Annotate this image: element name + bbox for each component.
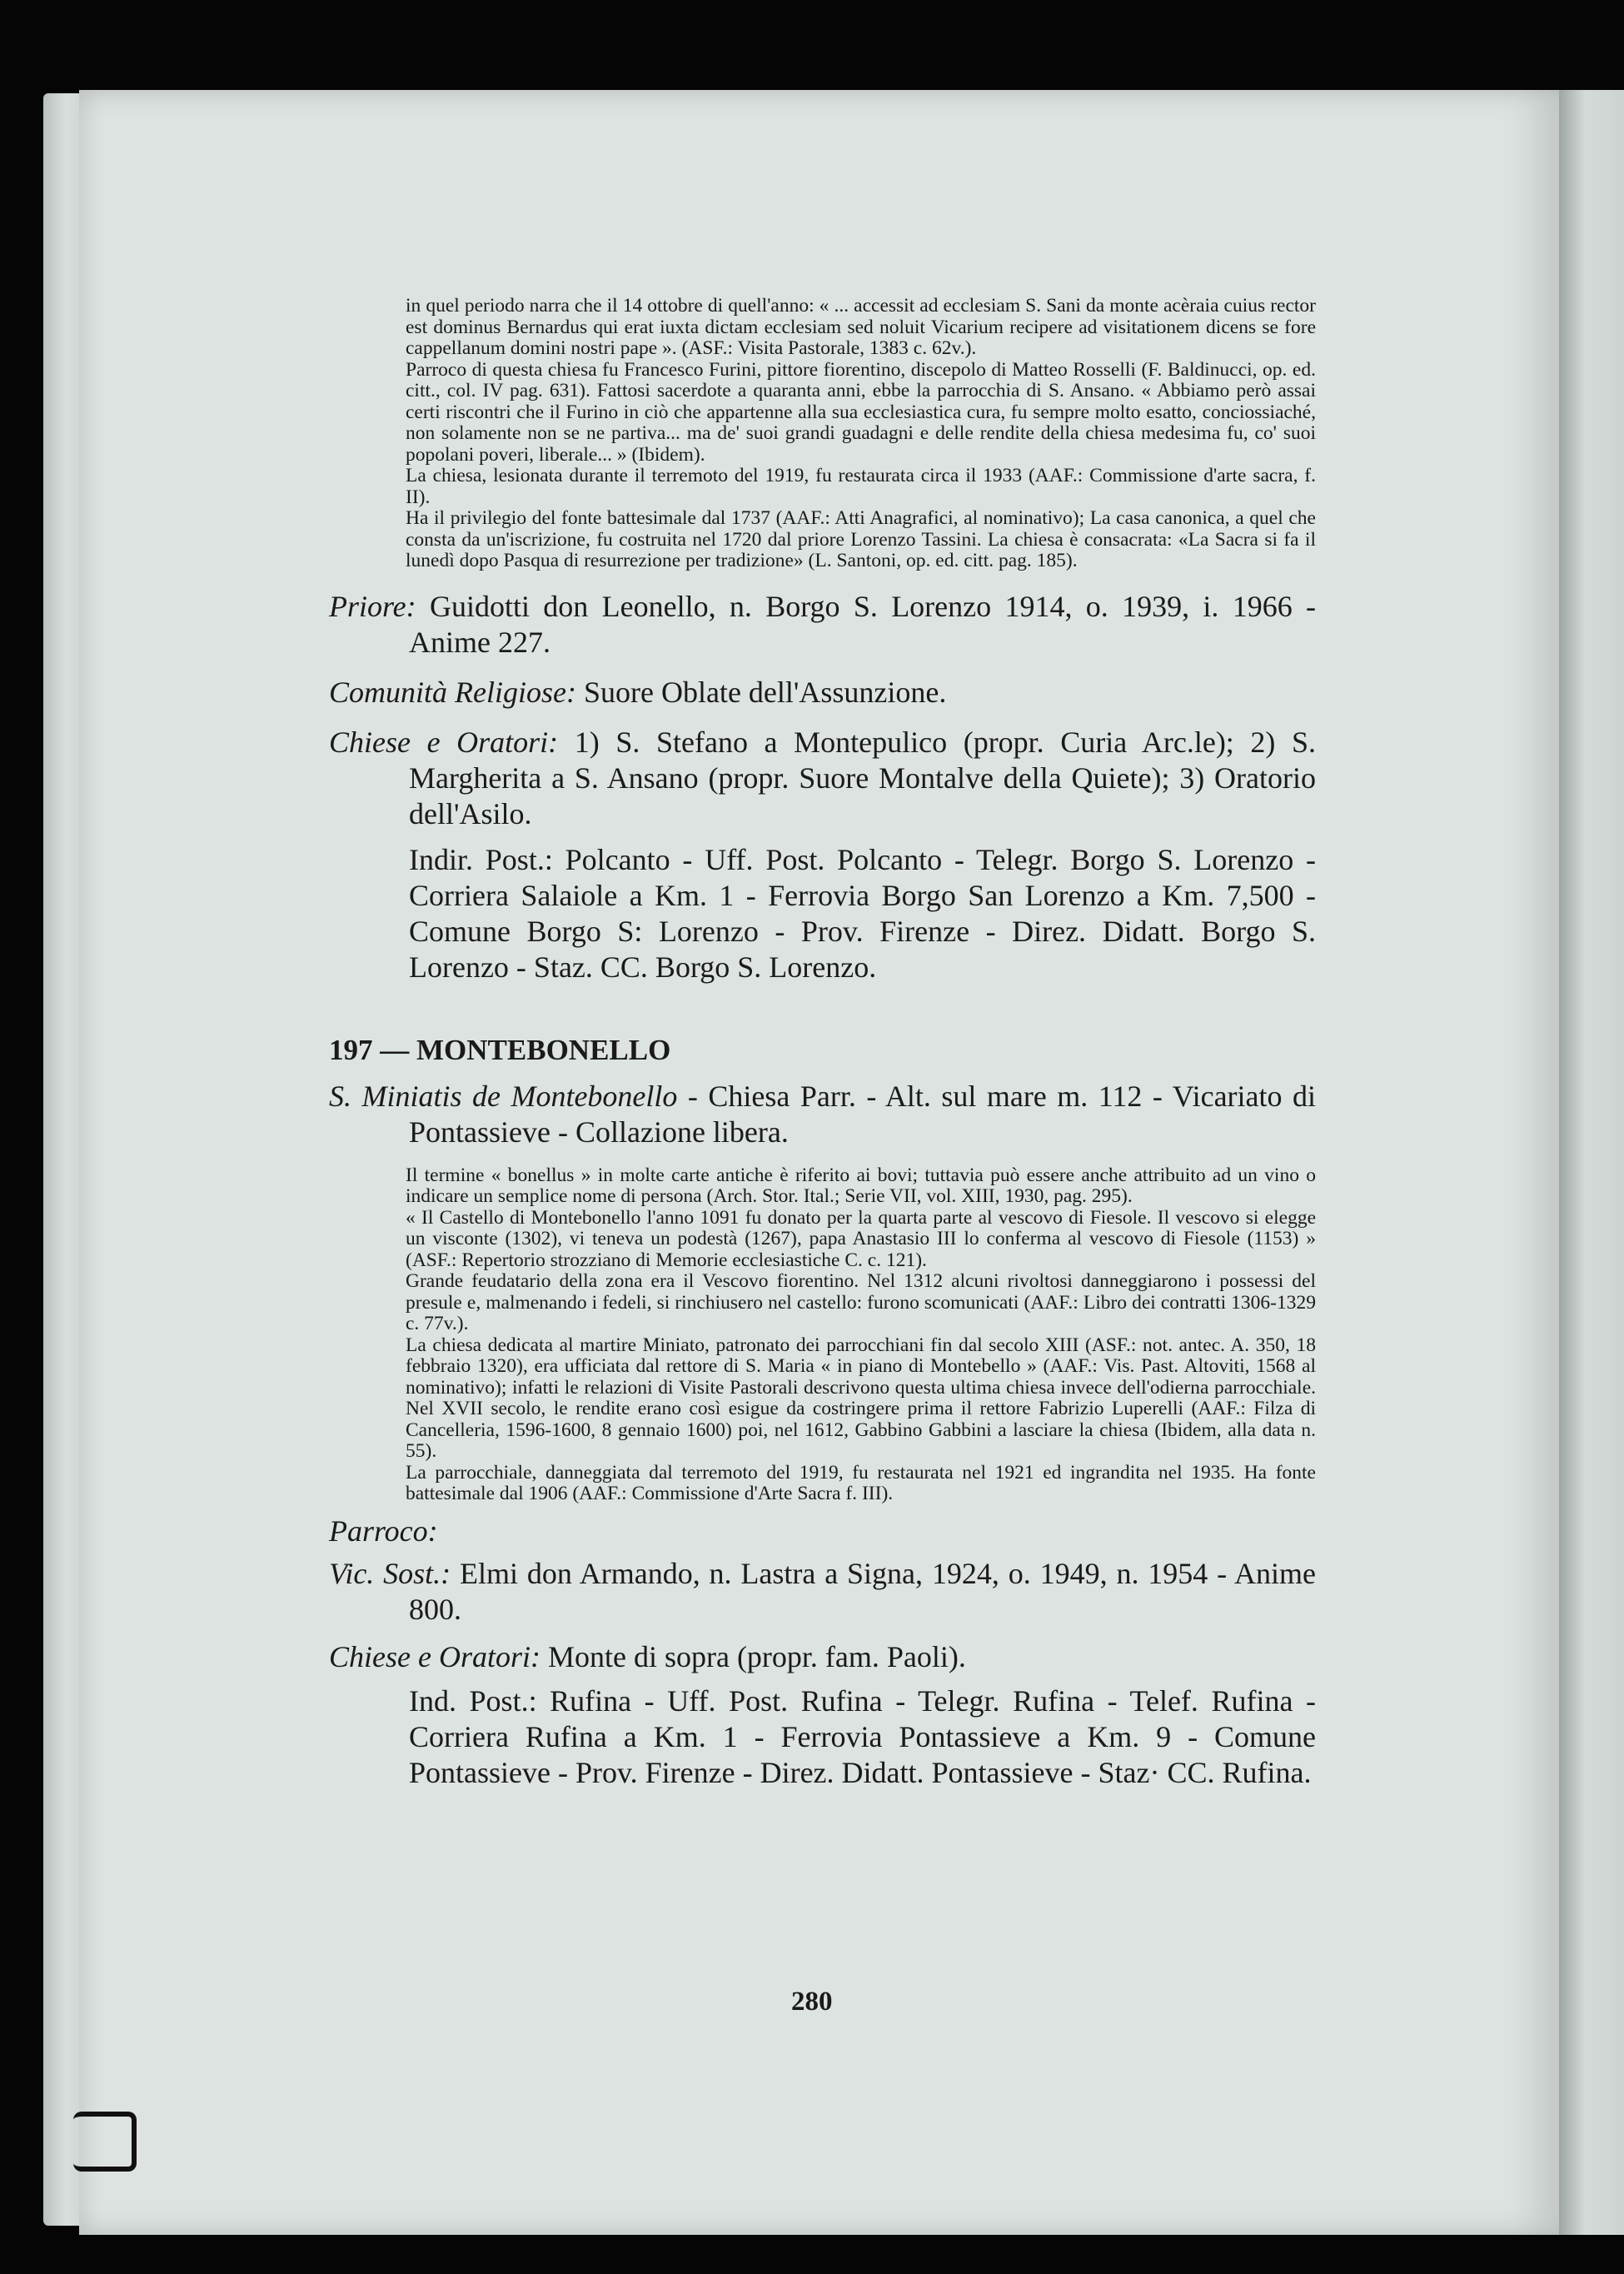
notes-block-1: [406, 296, 1316, 572]
church-text: - Chiesa Parr. - Alt. sul mare m. 112 - Vicariato di Pontassieve - Collazione libera.: [409, 1079, 1317, 1149]
chiese-entry-2: [329, 1639, 1316, 1675]
comunita-entry: [329, 675, 1316, 711]
priore-entry: [329, 589, 1316, 661]
vic-sost-label: Vic. Sost.:: [329, 1556, 451, 1590]
note-paragraph: La chiesa dedicata al martire Miniato, patronato dei parrocchiani fin dal secolo XIII (ASF.: not. antec. A. 350, 18 febbraio 1320), era ufficiata dal rettore di S. Maria « in piano di Montebello » (AAF.: Vis. Past. Altoviti, 1568 al nominativo); infatti le relazioni di Visite Pastorali descrivono questa ultima chiesa invece dell'odierna parrocchiale. Nel XVII secolo, le rendite erano così esigue da costringere prima il rettore Fabrizio Luperelli (AAF.: Filza di Cancelleria, 1596-1600, 8 gennaio 1600) poi, nel 1612, Gabbino Gabbini a lasciare la chiesa (Ibidem, alla data n. 55).: [406, 1334, 1316, 1462]
page-content: [329, 296, 1316, 1791]
note-paragraph: Parroco di questa chiesa fu Francesco Furini, pittore fiorentino, discepolo di Matteo Rosselli (F. Baldinucci, op. ed. citt., col. IV pag. 631). Fattosi sacerdote a quaranta anni, ebbe la parrocchia di S. Ansano. « Abbiamo però assai certi riscontri che il Furino in ciò che appartenne alla sua ecclesiastica cura, fu sempre molto esatto, conciossiaché, non solamente non se ne partiva... ma de' suoi grandi guadagni e delle rendite della chiesa medesima fu, co' suoi popolani poveri, liberale... » (Ibidem).: [406, 358, 1316, 466]
chiese-text-2: Monte di sopra (propr. fam. Paoli).: [547, 1639, 966, 1673]
note-paragraph: in quel periodo narra che il 14 ottobre di quell'anno: « ... accessit ad ecclesiam S. Sani da monte acèraia cuius rector est dominus Bernardus qui erat iuxta dictam ecclesiam sed noluit Vicarium recipere ad visitationem dicens se fore cappellanum domini nostri pape ». (ASF.: Visita Pastorale, 1383 c. 62v.).: [406, 295, 1316, 359]
note-paragraph: Grande feudatario della zona era il Vescovo fiorentino. Nel 1312 alcuni rivoltosi danneggiarono i possessi del presule e, malmenando i fedeli, si rinchiusero nel castello: furono scomunicati (AAF.: Libro dei contratti 1306-1329 c. 77v.).: [406, 1270, 1316, 1334]
chiese-text: 1) S. Stefano a Montepulico (propr. Curia Arc.le); 2) S. Margherita a S. Ansano (propr. Suore Montalve della Quiete); 3) Oratorio dell'Asilo.: [409, 725, 1317, 830]
right-page-edge: [1559, 90, 1624, 2235]
indirizzo-postale-2: Ind. Post.: Rufina - Uff. Post. Rufina - Telegr. Rufina - Telef. Rufina - Corriera Rufina a Km. 1 - Ferrovia Pontassieve a Km. 9 - Comune Pontassieve - Prov. Firenze - Direz. Didatt. Pontassieve - Staz· CC. Rufina.: [409, 1683, 1316, 1789]
comunita-label: Comunità Religiose:: [329, 675, 576, 709]
indirizzo-postale: Indir. Post.: Polcanto - Uff. Post. Polcanto - Telegr. Borgo S. Lorenzo - Corriera Salaiole a Km. 1 - Ferrovia Borgo San Lorenzo a Km. 7,500 - Comune Borgo S: Lorenzo - Prov. Firenze - Direz. Didatt. Borgo S. Lorenzo - Staz. CC. Borgo S. Lorenzo.: [409, 842, 1316, 984]
chiese-label-2: Chiese e Oratori:: [329, 1639, 541, 1673]
section-heading: 197 — MONTEBONELLO: [329, 1033, 671, 1066]
priore-text: Guidotti don Leonello, n. Borgo S. Lorenzo 1914, o. 1939, i. 1966 - Anime 227.: [409, 589, 1317, 659]
comunita-text: Suore Oblate dell'Assunzione.: [583, 675, 947, 709]
clip-mark: [73, 2112, 137, 2172]
note-paragraph: La parrocchiale, danneggiata dal terremoto del 1919, fu restaurata nel 1921 ed ingrandita nel 1935. Ha fonte battesimale dal 1906 (AAF.: Commissione d'Arte Sacra f. III).: [406, 1461, 1316, 1504]
vic-sost-entry: [329, 1556, 1316, 1628]
note-paragraph: « Il Castello di Montebonello l'anno 1091 fu donato per la quarta parte al vescovo di Fiesole. Il vescovo si elegge un visconte (1302), vi teneva un podestà (1267), papa Anastasio III lo conferma al vescovo di Fiesole (1153) » (ASF.: Repertorio strozziano di Memorie ecclesiastiche C. c. 121).: [406, 1206, 1316, 1271]
parroco-entry: [329, 1514, 1316, 1549]
note-paragraph: Il termine « bonellus » in molte carte antiche è riferito ai bovi; tuttavia può essere anche attribuito ad un vino o indicare un semplice nome di persona (Arch. Stor. Ital.; Serie VII, vol. XIII, 1930, pag. 295).: [406, 1164, 1316, 1207]
page-number: 280: [791, 1987, 833, 2017]
church-label: S. Miniatis de Montebonello: [329, 1079, 678, 1113]
vic-sost-text: Elmi don Armando, n. Lastra a Signa, 1924, o. 1949, n. 1954 - Anime 800.: [409, 1556, 1316, 1626]
priore-label: Priore:: [329, 589, 416, 623]
chiese-label: Chiese e Oratori:: [329, 725, 559, 759]
chiese-entry: [329, 725, 1316, 832]
church-entry: [329, 1079, 1316, 1150]
parroco-label: Parroco:: [329, 1514, 438, 1548]
notes-block-2: [406, 1165, 1316, 1505]
note-paragraph: Ha il privilegio del fonte battesimale dal 1737 (AAF.: Atti Anagrafici, al nominativo); La casa canonica, a quel che consta da un'iscrizione, fu costruita nel 1720 dal priore Lorenzo Tassini. La chiesa è consacrata: «La Sacra si fa il lunedì dopo Pasqua di resurrezione per tradizione» (L. Santoni, op. ed. citt. pag. 185).: [406, 507, 1316, 571]
left-page-edge: [43, 93, 82, 2226]
note-paragraph: La chiesa, lesionata durante il terremoto del 1919, fu restaurata circa il 1933 (AAF.: Commissione d'arte sacra, f. II).: [406, 465, 1316, 508]
